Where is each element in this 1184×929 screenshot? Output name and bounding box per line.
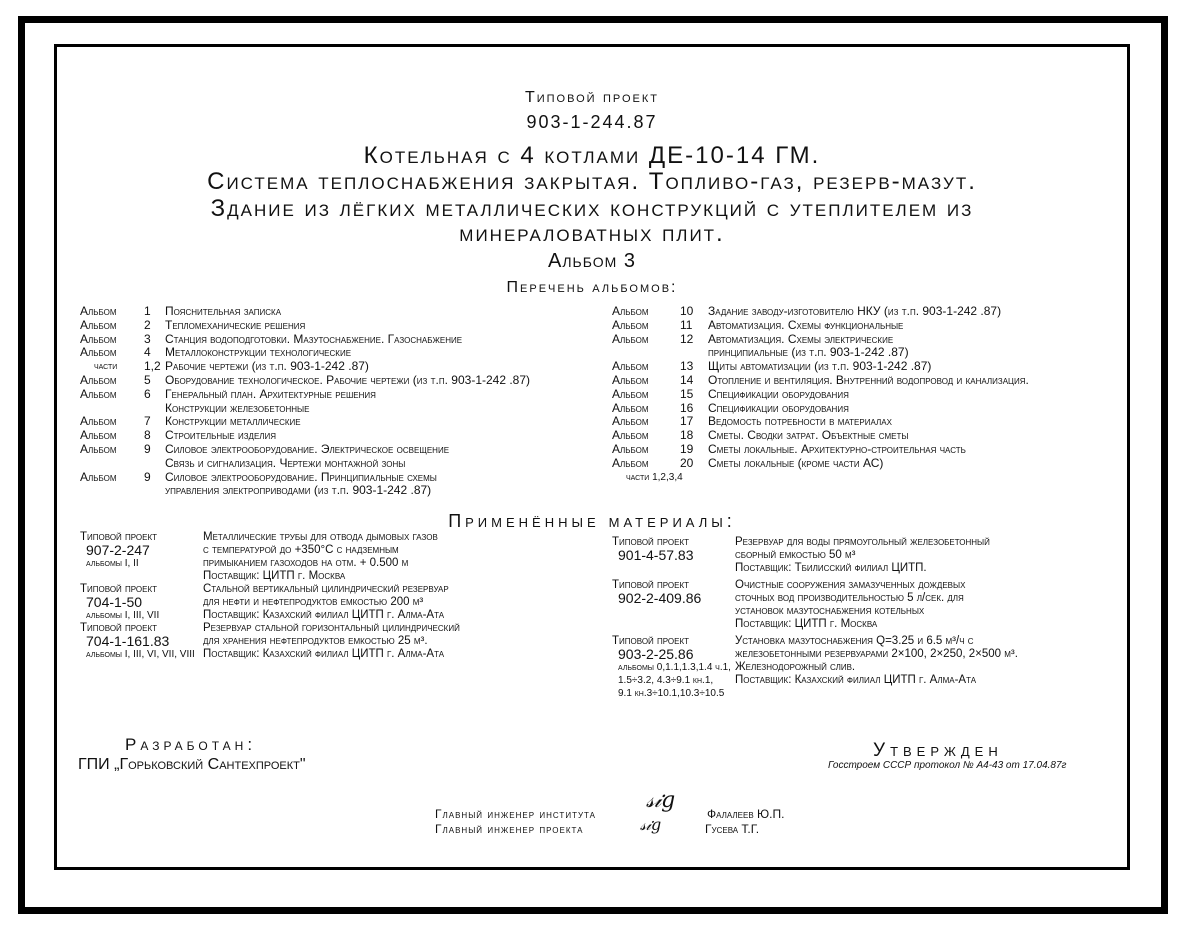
album-title: Пояснительная записка: [165, 304, 282, 318]
album-row: [80, 333, 590, 347]
album-label: Альбом: [612, 304, 649, 318]
handwritten-signature-1: 𝓈𝒾𝑔: [646, 788, 676, 813]
album-row: [80, 429, 590, 443]
album-title: Металлоконструкции технологические: [165, 345, 352, 360]
signature-role-1: Главный инженер института: [435, 807, 596, 821]
desc-line: Поставщик: Тбилисский филиал ЦИТП.: [735, 562, 927, 574]
album-label: Альбом: [80, 345, 117, 360]
album-title: Станция водоподготовки. Мазутоснабжение. Газоснабжение: [165, 331, 463, 346]
album-row: [612, 333, 1102, 347]
album-row: [612, 305, 1102, 319]
album-title: Отопление и вентиляция. Внутренний водопровод и канализация.: [708, 372, 1029, 387]
desc-line: для нефти и нефтепродуктов емкостью 200 м³: [203, 596, 424, 608]
ref-line: 1.5÷3.2, 4.3÷9.1 кн.1,: [618, 675, 714, 686]
album-title: Силовое электрооборудование. Принципиальные схемы: [165, 469, 437, 484]
album-title: Конструкции металлические: [165, 414, 301, 429]
album-label: Альбом: [80, 317, 117, 332]
album-number: 7: [144, 414, 151, 429]
album-number: 2: [144, 317, 151, 332]
album-number: 5: [144, 372, 151, 387]
desc-line: Железнодорожный слив.: [735, 661, 856, 673]
material-desc: [735, 635, 1092, 687]
album-label: Альбом: [612, 428, 649, 443]
album-row: [612, 443, 1102, 457]
album-title: Сметы. Сводки затрат. Объектные сметы: [708, 428, 909, 443]
album-number: 20: [680, 455, 694, 470]
material-ref: [80, 583, 159, 622]
developed-label: Разработан:: [125, 735, 257, 754]
material-ref: [80, 531, 157, 570]
album-label: Альбом: [80, 372, 117, 387]
album-row: [80, 415, 590, 429]
album-row: [80, 443, 590, 457]
album-number: 10: [680, 304, 694, 318]
album-row: [80, 484, 590, 498]
ref-line: альбомы 0,1.1,1.3,1.4 ч.1,: [618, 662, 731, 673]
album-label: Альбом: [612, 441, 649, 456]
album-title: Задание заводу-изготовителю НКУ (из т.п. 903-1-242 .87): [708, 304, 1002, 318]
album-number: 14: [680, 372, 694, 387]
album-label: Альбом: [80, 304, 117, 318]
ref-line: альбомы I, II: [86, 558, 139, 569]
project-kind: Типовой проект: [524, 89, 660, 106]
album-number: 6: [144, 386, 151, 401]
album-title: Строительные изделия: [165, 428, 277, 443]
signature-name-1: Фалалеев Ю.П.: [707, 807, 785, 821]
approved-label: Утвержден: [873, 740, 1003, 761]
handwritten-signature-2: 𝓈𝒾𝑔: [640, 815, 662, 834]
ref-line: Типовой проект: [612, 579, 690, 591]
album-label: Альбом: [612, 386, 649, 401]
title-line-1: Котельная с 4 котлами ДЕ-10-14 ГМ.: [363, 142, 821, 169]
album-label: Альбом: [80, 386, 117, 401]
signature-name-2: Гусева Т.Г.: [705, 822, 760, 836]
ref-line: Типовой проект: [80, 583, 158, 595]
title-line-2: Система теплоснабжения закрытая. Топливо-газ, резерв-мазут.: [207, 168, 977, 195]
album-number: 8: [144, 428, 151, 443]
album-row: [80, 360, 590, 374]
album-title: Тепломеханические решения: [165, 317, 306, 332]
material-entry: [612, 635, 1092, 704]
material-entry: [80, 583, 600, 622]
album-label: Альбом: [612, 455, 649, 470]
album-number: 17: [680, 414, 694, 429]
signature-role-2: Главный инженер проекта: [435, 822, 584, 836]
album-row: [612, 319, 1102, 333]
approval-note: Госстроем СССР протокол № А4-43 от 17.04.87г: [828, 760, 1067, 771]
album-number: 1,2: [144, 359, 161, 374]
albums-list-left: [80, 305, 590, 498]
album-title: Спецификации оборудования: [708, 386, 849, 401]
album-row: [612, 429, 1102, 443]
desc-line: Поставщик: ЦИТП г. Москва: [203, 570, 346, 582]
album-label: части: [94, 361, 118, 373]
desc-line: Очистные сооружения замазученных дождевых: [735, 579, 966, 591]
album-number: 16: [680, 400, 694, 415]
album-row: [612, 346, 1102, 360]
album-row: [80, 346, 590, 360]
ref-line: Типовой проект: [612, 635, 690, 647]
ref-line: 704-1-161.83: [86, 633, 170, 649]
desc-line: сборный емкостью 50 м³: [735, 549, 856, 561]
album-label: Альбом: [612, 400, 649, 415]
album-label: Альбом: [612, 414, 649, 429]
material-ref: [80, 622, 195, 661]
desc-line: установок мазутоснабжения котельных: [735, 605, 925, 617]
desc-line: Поставщик: Казахский филиал ЦИТП г. Алма-Ата: [203, 648, 445, 660]
desc-line: Металлические трубы для отвода дымовых газов: [203, 531, 438, 543]
album-number: 19: [680, 441, 694, 456]
album-number: 9: [144, 441, 151, 456]
album-title: Оборудование технологическое. Рабочие чертежи (из т.п. 903-1-242 .87): [165, 372, 531, 387]
material-ref: [612, 635, 731, 700]
album-row: [80, 471, 590, 485]
desc-line: Поставщик: ЦИТП г. Москва: [735, 618, 878, 630]
album-number: Альбом 3: [548, 250, 636, 272]
ref-line: Типовой проект: [80, 531, 158, 543]
album-title: Конструкции железобетонные: [165, 400, 310, 415]
album-number: 18: [680, 428, 694, 443]
album-row: [80, 388, 590, 402]
album-title: Силовое электрооборудование. Электрическое освещение: [165, 441, 450, 456]
ref-line: 901-4-57.83: [618, 547, 694, 563]
album-title: Связь и сигнализация. Чертежи монтажной зоны: [165, 455, 406, 470]
album-title: Автоматизация. Схемы электрические: [708, 331, 894, 346]
album-title: Ведомость потребности в материалах: [708, 414, 892, 429]
album-number: 1: [144, 304, 151, 318]
album-label: Альбом: [612, 331, 649, 346]
album-title: управления электроприводами (из т.п. 903-1-242 .87): [165, 483, 432, 498]
desc-line: для хранения нефтепродуктов емкостью 25 м³.: [203, 635, 428, 647]
album-row: [612, 457, 1102, 471]
materials-left: [80, 531, 600, 661]
album-title: Сметы локальные. Архитектурно-строительная часть: [708, 441, 966, 456]
album-label: Альбом: [80, 331, 117, 346]
materials-heading: Применённые материалы:: [448, 511, 736, 531]
ref-line: 704-1-50: [86, 594, 143, 610]
album-number: 15: [680, 386, 694, 401]
album-title: Рабочие чертежи (из т.п. 903-1-242 .87): [165, 359, 369, 374]
material-entry: [612, 579, 1092, 631]
album-label: Альбом: [80, 414, 117, 429]
ref-line: альбомы I, III, VII: [86, 610, 160, 621]
album-row: [80, 402, 590, 416]
album-title: Автоматизация. Схемы функциональные: [708, 317, 904, 332]
material-entry: [612, 536, 1092, 575]
desc-line: Стальной вертикальный цилиндрический резервуар: [203, 583, 449, 595]
album-label: Альбом: [80, 469, 117, 484]
material-ref: [612, 579, 701, 605]
album-number: 11: [680, 317, 693, 332]
desc-line: с температурой до +350°С с надземным: [203, 544, 399, 556]
ref-line: 9.1 кн.3÷10.1,10.3÷10.5: [618, 688, 725, 699]
album-row: [612, 388, 1102, 402]
title-line-3: Здание из лёгких металлических конструкций с утеплителем из: [210, 195, 974, 222]
desc-line: Поставщик: Казахский филиал ЦИТП г. Алма-Ата: [735, 674, 977, 686]
desc-line: Резервуар стальной горизонтальный цилиндрический: [203, 622, 460, 634]
material-entry: [80, 622, 600, 661]
album-row: [80, 319, 590, 333]
material-entry: [80, 531, 600, 583]
album-title: Спецификации оборудования: [708, 400, 849, 415]
desc-line: железобетонными резервуарами 2×100, 2×250, 2×500 м³.: [735, 648, 1018, 660]
album-row: [612, 402, 1102, 416]
ref-line: Типовой проект: [612, 536, 690, 548]
material-ref: [612, 536, 694, 562]
album-title: Щиты автоматизации (из т.п. 903-1-242 .87): [708, 359, 932, 374]
album-number: 3: [144, 331, 151, 346]
project-number: 903-1-244.87: [526, 112, 658, 132]
album-row: [612, 415, 1102, 429]
album-number: 4: [144, 345, 151, 360]
album-number: 12: [680, 331, 694, 346]
ref-line: Типовой проект: [80, 622, 158, 634]
material-desc: [735, 536, 1092, 575]
album-title: Сметы локальные (кроме части АС): [708, 455, 884, 470]
desc-line: сточных вод производительностью 5 л/сек. для: [735, 592, 964, 604]
album-label: Альбом: [612, 317, 649, 332]
album-label: Альбом: [80, 428, 117, 443]
list-heading: Перечень альбомов:: [506, 279, 678, 296]
developer-org: ГПИ „Горьковский Сантехпроект": [78, 756, 306, 773]
album-title: принципиальные (из т.п. 903-1-242 .87): [708, 345, 909, 360]
ref-line: 902-2-409.86: [618, 590, 702, 606]
album-row: [80, 457, 590, 471]
material-desc: [203, 622, 600, 661]
desc-line: Установка мазутоснабжения Q=3.25 и 6.5 м³/ч с: [735, 635, 974, 647]
albums-list-right: [612, 305, 1102, 484]
album-label: Альбом: [612, 372, 649, 387]
album-row: [80, 305, 590, 319]
ref-line: 903-2-25.86: [618, 646, 694, 662]
desc-line: Резервуар для воды прямоугольный железобетонный: [735, 536, 990, 548]
album-row: [612, 360, 1102, 374]
album-label: Альбом: [612, 359, 649, 374]
album-label: части 1,2,3,4: [626, 471, 683, 483]
ref-line: альбомы I, III, VI, VII, VIII: [86, 649, 195, 660]
desc-line: Поставщик: Казахский филиал ЦИТП г. Алма-Ата: [203, 609, 445, 621]
album-row: [612, 471, 1102, 485]
album-title: Генеральный план. Архитектурные решения: [165, 386, 376, 401]
material-desc: [203, 583, 600, 622]
material-desc: [735, 579, 1092, 631]
desc-line: примыканием газоходов на отм. + 0.500 м: [203, 557, 409, 569]
album-number: 13: [680, 359, 694, 374]
album-row: [612, 374, 1102, 388]
album-label: Альбом: [80, 441, 117, 456]
title-line-4: минераловатных плит.: [459, 220, 725, 247]
material-desc: [203, 531, 600, 583]
materials-right: [612, 536, 1092, 708]
album-number: 9: [144, 469, 151, 484]
ref-line: 907-2-247: [86, 542, 150, 558]
album-row: [80, 374, 590, 388]
